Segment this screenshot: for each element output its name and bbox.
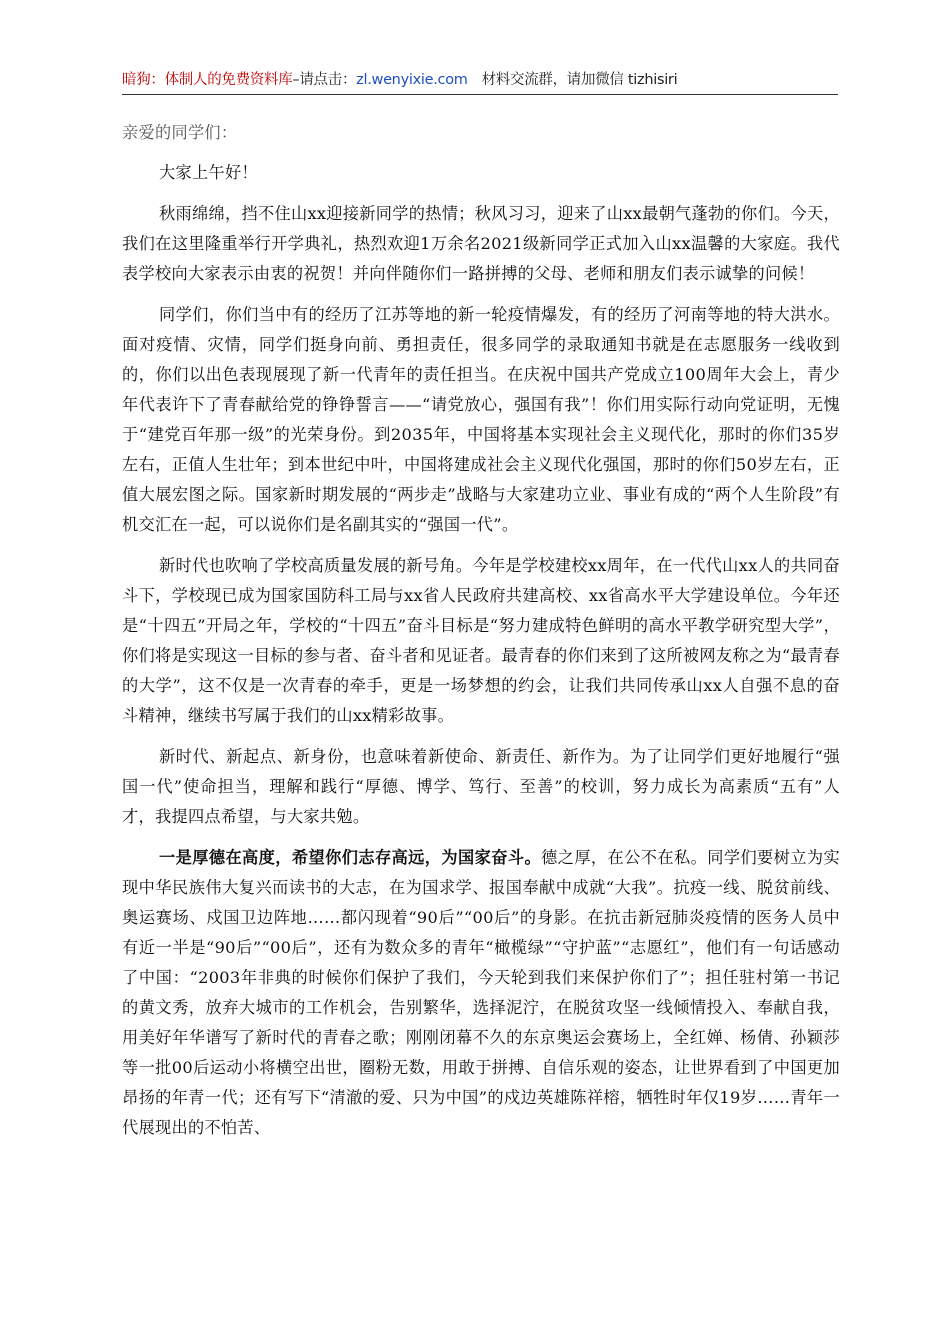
header-click-prefix: –请点击：: [292, 72, 357, 88]
paragraph-3: 新时代也吹响了学校高质量发展的新号角。今年是学校建校xx周年，在一代代山xx人的共同奋斗下，学校现已成为国家国防科工局与xx省人民政府共建高校、xx省高水平大学建设单位。今年还是“十四五”开局之年，学校的“十四五”奋斗目标是“努力建成特色鲜明的高水平教学研究型大学”，你们将是实现这一目标的参与者、奋斗者和见证者。最青春的你们来到了这所被网友称之为“最青春的大学”，这不仅是一次青春的牵手，更是一场梦想的约会，让我们共同传承山xx人自强不息的奋斗精神，继续书写属于我们的山xx精彩故事。: [122, 556, 840, 725]
paragraph-4: 新时代、新起点、新身份，也意味着新使命、新责任、新作为。为了让同学们更好地履行“强国一代”使命担当，理解和践行“厚德、博学、笃行、至善”的校训，努力成长为高素质“五有”人才，我提四点希望，与大家共勉。: [122, 747, 840, 826]
document-body: [122, 118, 840, 1154]
paragraph-5-heading: 一是厚德在高度，希望你们志存高远，为国家奋斗。: [159, 848, 542, 867]
paragraph-2: 同学们，你们当中有的经历了江苏等地的新一轮疫情爆发，有的经历了河南等地的特大洪水。面对疫情、灾情，同学们挺身向前、勇担责任，很多同学的录取通知书就是在志愿服务一线收到的，你们以出色表现展现了新一代青年的责任担当。在庆祝中国共产党成立100周年大会上，青少年代表许下了青春献给党的铮铮誓言——“请党放心，强国有我”！你们用实际行动向党证明，无愧于“建党百年那一级”的光荣身份。到2035年，中国将基本实现社会主义现代化，那时的你们35岁左右，正值人生壮年；到本世纪中叶，中国将建成社会主义现代化强国，那时的你们50岁左右，正值大展宏图之际。国家新时期发展的“两步走”战略与大家建功立业、事业有成的“两个人生阶段”有机交汇在一起，可以说你们是名副其实的“强国一代”。: [122, 305, 840, 534]
page-header: [122, 68, 838, 95]
paragraph-1: 秋雨绵绵，挡不住山xx迎接新同学的热情；秋风习习，迎来了山xx最朝气蓬勃的你们。今天，我们在这里隆重举行开学典礼，热烈欢迎1万余名2021级新同学正式加入山xx温馨的大家庭。我代表学校向大家表示由衷的祝贺！并向伴随你们一路拼搏的父母、老师和朋友们表示诚挚的问候！: [122, 204, 840, 283]
salutation: 亲爱的同学们：: [122, 123, 238, 142]
greeting: 大家上午好！: [159, 163, 258, 182]
paragraph-5: [122, 843, 840, 1143]
header-wechat-note: 材料交流群，请加微信 tizhisiri: [481, 72, 678, 88]
header-brand: 暗狗：体制人的免费资料库: [122, 72, 293, 88]
paragraph-5-text: 德之厚，在公不在私。同学们要树立为实现中华民族伟大复兴而读书的大志，在为国求学、报国奉献中成就“大我”。抗疫一线、脱贫前线、奥运赛场、戍国卫边阵地……都闪现着“90后”“00后”的身影。在抗击新冠肺炎疫情的医务人员中有近一半是“90后”“00后”，还有为数众多的青年“橄榄绿”“守护蓝”“志愿红”，他们有一句话感动了中国：“2003年非典的时候你们保护了我们，今天轮到我们来保护你们了”；担任驻村第一书记的黄文秀，放弃大城市的工作机会，告别繁华，选择泥泞，在脱贫攻坚一线倾情投入、奉献自我，用美好年华谱写了新时代的青春之歌；刚刚闭幕不久的东京奥运会赛场上，全红婵、杨倩、孙颖莎等一批00后运动小将横空出世，圈粉无数，用敢于拼搏、自信乐观的姿态，让世界看到了中国更加昂扬的年青一代；还有写下“清澈的爱、只为中国”的戍边英雄陈祥榕，牺牲时年仅19岁……青年一代展现出的不怕苦、: [122, 848, 840, 1137]
header-url-link[interactable]: zl.wenyixie.com: [356, 72, 468, 88]
